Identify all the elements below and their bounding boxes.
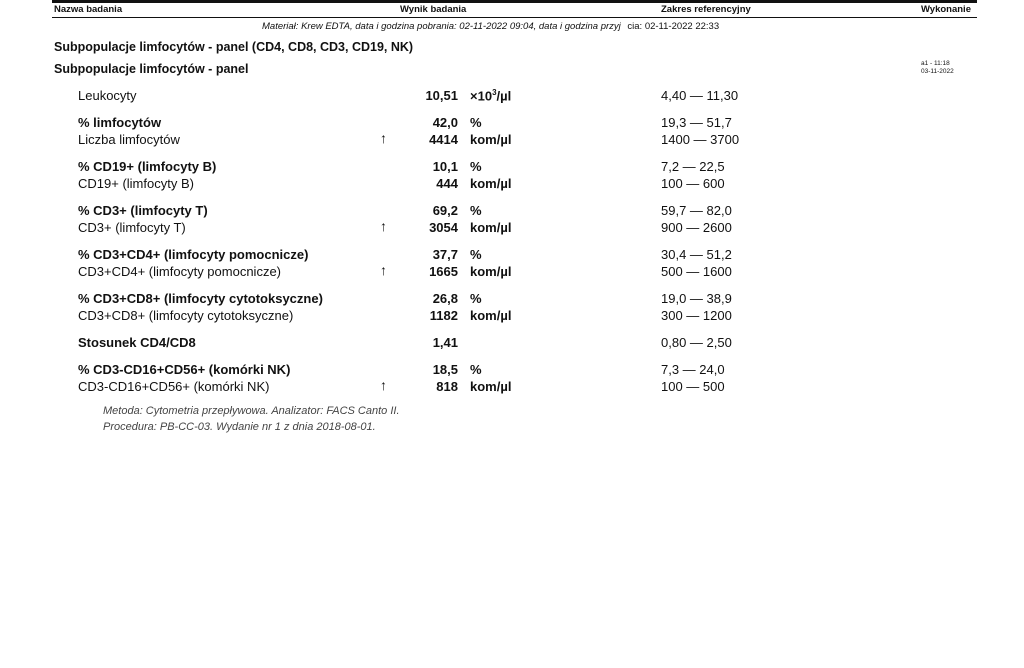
result-value: 1,41	[432, 335, 458, 350]
result-name: % CD3+ (limfocyty T)	[78, 203, 208, 218]
header-performed: Wykonanie	[921, 4, 971, 15]
result-row-cd19-percent	[0, 159, 1024, 177]
result-unit: $\times 10^3/\mu l$	[470, 88, 512, 104]
result-name: CD3+CD4+ (limfocyty pomocnicze)	[78, 264, 282, 279]
result-row-cd3-count	[0, 220, 1024, 238]
result-unit: kom/µl	[470, 132, 512, 147]
result-name: CD3-CD16+CD56+ (komórki NK)	[78, 379, 270, 394]
result-unit: %	[470, 247, 482, 262]
procedure-note: Procedura: PB-CC-03. Wydanie nr 1 z dnia 2018-08-01.	[103, 421, 376, 433]
result-reference-range: 0,80 — 2,50	[661, 335, 732, 350]
result-row-cd8-count	[0, 308, 1024, 326]
result-row-lymphocytes-percent	[0, 115, 1024, 133]
result-row-cd3-percent	[0, 203, 1024, 221]
arrow-up-icon: ↑	[380, 130, 387, 146]
result-value: 18,5	[432, 362, 458, 377]
result-reference-range: 100 — 500	[661, 379, 725, 394]
performed-stamp	[921, 60, 954, 76]
result-unit: kom/µl	[470, 176, 512, 191]
result-name: CD3+CD8+ (limfocyty cytotoksyczne)	[78, 308, 294, 323]
result-name: CD3+ (limfocyty T)	[78, 220, 186, 235]
section-title-panel: Subpopulacje limfocytów - panel	[54, 62, 249, 76]
header-reference-range: Zakres referencyjny	[661, 4, 751, 15]
result-value: 3054	[429, 220, 458, 235]
result-value: 10,51	[425, 88, 458, 103]
result-row-cd4-cd8-ratio	[0, 335, 1024, 353]
result-reference-range: 500 — 1600	[661, 264, 732, 279]
result-value: 37,7	[432, 247, 458, 262]
result-reference-range: 900 — 2600	[661, 220, 732, 235]
stamp-time: a1 - 11:18	[921, 60, 950, 67]
stamp-date: 03-11-2022	[921, 68, 954, 75]
result-row-leukocytes	[0, 88, 1024, 106]
result-reference-range: 1400 — 3700	[661, 132, 740, 147]
result-row-nk-percent	[0, 362, 1024, 380]
result-reference-range: 7,2 — 22,5	[661, 159, 725, 174]
result-reference-range: 7,3 — 24,0	[661, 362, 725, 377]
header-rule	[52, 17, 977, 18]
method-note: Metoda: Cytometria przepływowa. Analizator: FACS Canto II.	[103, 405, 400, 417]
result-row-lymphocytes-count	[0, 132, 1024, 150]
arrow-up-icon: ↑	[380, 262, 387, 278]
result-unit: %	[470, 291, 482, 306]
result-row-cd4-count	[0, 264, 1024, 282]
result-reference-range: 19,0 — 38,9	[661, 291, 732, 306]
result-unit: %	[470, 159, 482, 174]
result-name: Leukocyty	[78, 88, 137, 103]
result-unit: %	[470, 203, 482, 218]
material-info	[262, 21, 719, 32]
result-name: Liczba limfocytów	[78, 132, 180, 147]
result-row-cd4-percent	[0, 247, 1024, 265]
result-value: 42,0	[432, 115, 458, 130]
result-row-cd19-count	[0, 176, 1024, 194]
result-name: % CD3-CD16+CD56+ (komórki NK)	[78, 362, 291, 377]
result-unit: %	[470, 362, 482, 377]
result-unit: kom/µl	[470, 264, 512, 279]
result-unit: kom/µl	[470, 379, 512, 394]
result-reference-range: 4,40 — 11,30	[661, 88, 739, 103]
header-result: Wynik badania	[400, 4, 467, 15]
result-reference-range: 59,7 — 82,0	[661, 203, 732, 218]
result-reference-range: 19,3 — 51,7	[661, 115, 732, 130]
header-test-name: Nazwa badania	[54, 4, 123, 15]
top-rule	[52, 0, 977, 3]
result-reference-range: 300 — 1200	[661, 308, 732, 323]
material-receipt-time: cia: 02-11-2022 22:33	[627, 21, 720, 32]
result-value: 26,8	[432, 291, 458, 306]
result-unit: kom/µl	[470, 220, 512, 235]
result-reference-range: 30,4 — 51,2	[661, 247, 732, 262]
material-text: Materiał: Krew EDTA, data i godzina pobrania: 02-11-2022 09:04, data i godzina przyj	[262, 21, 621, 32]
result-value: 1182	[429, 308, 458, 323]
result-name: CD19+ (limfocyty B)	[78, 176, 194, 191]
arrow-up-icon: ↑	[380, 218, 387, 234]
result-value: 444	[436, 176, 458, 191]
result-name: % CD3+CD8+ (limfocyty cytotoksyczne)	[78, 291, 323, 306]
section-title-panel-full: Subpopulacje limfocytów - panel (CD4, CD8, CD3, CD19, NK)	[54, 40, 414, 54]
result-name: Stosunek CD4/CD8	[78, 335, 196, 350]
result-reference-range: 100 — 600	[661, 176, 725, 191]
result-unit: kom/µl	[470, 308, 512, 323]
result-value: 1665	[429, 264, 458, 279]
result-name: % CD3+CD4+ (limfocyty pomocnicze)	[78, 247, 309, 262]
result-value: 69,2	[432, 203, 458, 218]
result-name: % CD19+ (limfocyty B)	[78, 159, 217, 174]
result-unit: %	[470, 115, 482, 130]
result-value: 818	[436, 379, 458, 394]
arrow-up-icon: ↑	[380, 377, 387, 393]
result-value: 10,1	[432, 159, 458, 174]
result-row-cd8-percent	[0, 291, 1024, 309]
result-value: 4414	[429, 132, 458, 147]
result-row-nk-count	[0, 379, 1024, 397]
result-name: % limfocytów	[78, 115, 162, 130]
